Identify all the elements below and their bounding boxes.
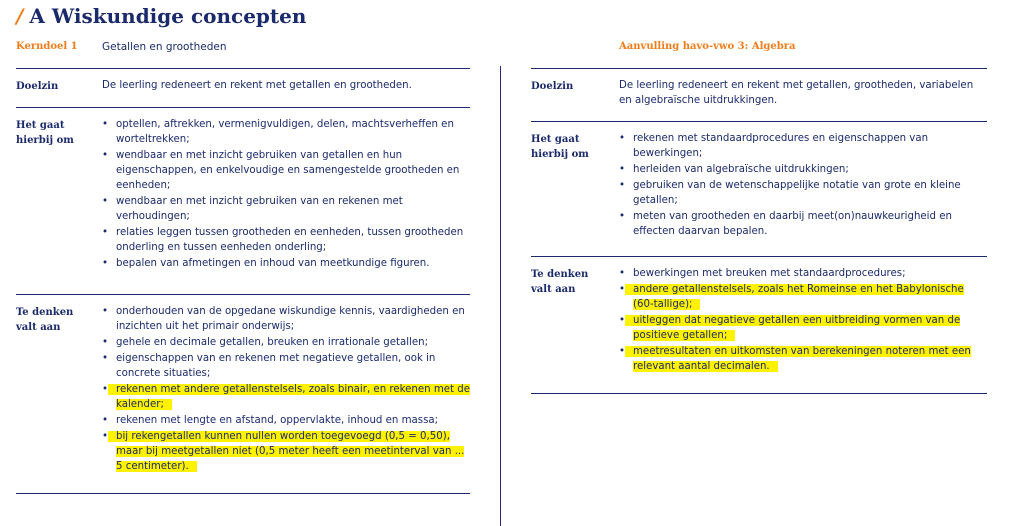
highlight-mark: rekenen met andere getallenstelsels, zoals binair, en rekenen met de kalender; — [116, 384, 470, 410]
list-item: • wendbaar en met inzicht gebruiken van getallen en hun eigenschappen, en enkelvoudige en samengestelde grootheden en eenheden; — [102, 148, 470, 193]
left-gaat-list — [102, 117, 470, 271]
right-denken-list — [619, 266, 987, 374]
title-slash-mark: / — [16, 4, 24, 28]
right-column-header — [531, 40, 987, 68]
list-item: • gehele en decimale getallen, breuken en irrationale getallen; — [102, 335, 470, 350]
highlight-mark: uitleggen dat negatieve getallen een uitbreiding vormen van de positieve getallen; — [633, 315, 961, 341]
list-item: • bepalen van afmetingen en inhoud van meetkundige figuren. — [102, 256, 470, 271]
list-item: • meten van grootheden en daarbij meet(on)nauwkeurigheid en effecten daarvan bepalen. — [619, 209, 987, 239]
list-item-highlighted — [619, 282, 987, 312]
list-item: • herleiden van algebraïsche uitdrukkingen; — [619, 162, 987, 177]
kerndoel-label: Kerndoel 1 — [16, 41, 78, 52]
right-denken-label: Te denken valt aan — [531, 269, 589, 295]
column-divider — [500, 66, 501, 526]
left-gaat-label: Het gaat hierbij om — [16, 120, 74, 146]
right-denken-content — [619, 257, 987, 385]
list-item-highlighted — [619, 313, 987, 343]
page-title — [16, 4, 306, 28]
list-item-highlighted — [102, 429, 470, 474]
right-doelzin-row — [531, 68, 987, 121]
list-item-highlighted — [102, 382, 470, 412]
list-item: • gebruiken van de wetenschappelijke notatie van grote en kleine getallen; — [619, 178, 987, 208]
left-gaat-row — [16, 107, 470, 294]
right-gaat-row — [531, 121, 987, 256]
highlight-mark: meetresultaten en uitkomsten van berekeningen noteren met een relevant aantal decimalen. — [633, 346, 971, 372]
aanvulling-label: Aanvulling havo-vwo 3: Algebra — [619, 41, 796, 52]
left-column-header — [16, 40, 470, 68]
left-doelzin-text: De leerling redeneert en rekent met getallen en grootheden. — [102, 80, 412, 91]
highlight-mark: andere getallenstelsels, zoals het Romeinse en het Babylonische (60-tallige); — [633, 284, 964, 310]
list-item: • optellen, aftrekken, vermenigvuldigen, delen, machtsverheffen en worteltrekken; — [102, 117, 470, 147]
left-doelzin-row — [16, 68, 470, 107]
left-denken-content — [102, 295, 470, 485]
left-column — [16, 40, 470, 494]
list-item: • rekenen met standaardprocedures en eigenschappen van bewerkingen; — [619, 131, 987, 161]
list-item: • onderhouden van de opgedane wiskundige kennis, vaardigheden en inzichten uit het primair onderwijs; — [102, 304, 470, 334]
kerndoel-value: Getallen en grootheden — [102, 41, 227, 53]
right-doelzin-label: Doelzin — [531, 81, 574, 92]
left-gaat-content — [102, 108, 470, 282]
list-item: • relaties leggen tussen grootheden en eenheden, tussen grootheden onderling en tussen eenheden onderling; — [102, 225, 470, 255]
right-gaat-label: Het gaat hierbij om — [531, 134, 589, 160]
right-gaat-list — [619, 131, 987, 239]
list-item: • rekenen met lengte en afstand, oppervlakte, inhoud en massa; — [102, 413, 470, 428]
list-item-highlighted — [619, 344, 987, 374]
left-doelzin-label: Doelzin — [16, 81, 59, 92]
list-item: • wendbaar en met inzicht gebruiken van en rekenen met verhoudingen; — [102, 194, 470, 224]
left-denken-label: Te denken valt aan — [16, 307, 74, 333]
right-column — [531, 40, 987, 394]
list-item: • eigenschappen van en rekenen met negatieve getallen, ook in concrete situaties; — [102, 351, 470, 381]
highlight-mark: bij rekengetallen kunnen nullen worden toegevoegd (0,5 = 0,50), maar bij meetgetallen niet (0,5 meter heeft een meetinterval van ... 5 centimeter). — [116, 431, 465, 472]
left-denken-row — [16, 294, 470, 494]
list-item: • bewerkingen met breuken met standaardprocedures; — [619, 266, 987, 281]
left-denken-list — [102, 304, 470, 474]
page-title-text: A Wiskundige concepten — [29, 4, 307, 28]
right-gaat-content — [619, 122, 987, 250]
right-denken-row — [531, 256, 987, 394]
right-doelzin-text: De leerling redeneert en rekent met getallen, grootheden, variabelen en algebraïsche uitdrukkingen. — [619, 80, 974, 106]
